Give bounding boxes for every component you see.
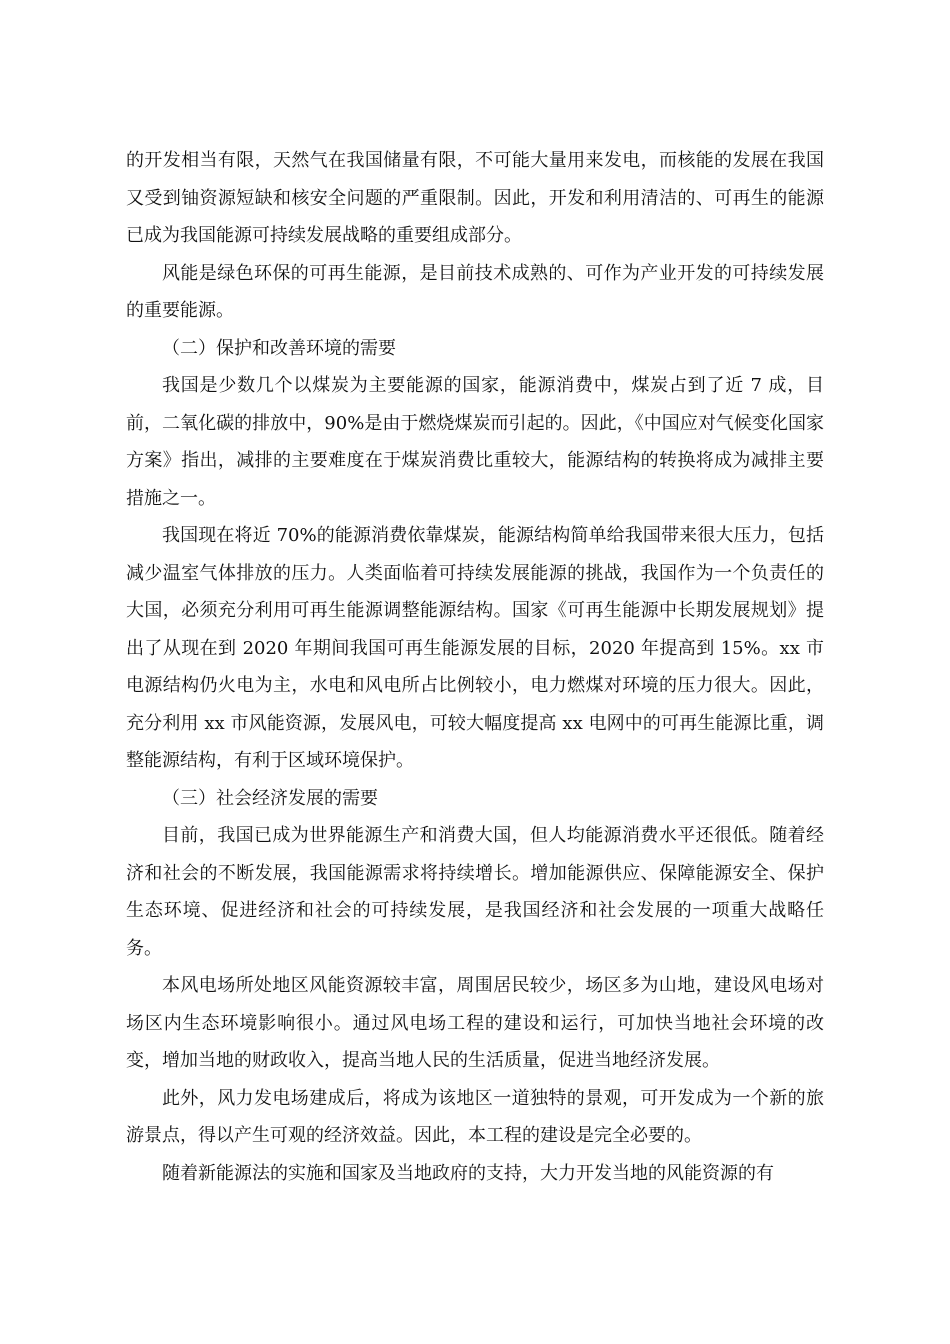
paragraph: 目前，我国已成为世界能源生产和消费大国，但人均能源消费水平还很低。随着经济和社会的不断发展，我国能源需求将持续增长。增加能源供应、保障能源安全、保护生态环境、促进经济和社会的可持续发展，是我国经济和社会发展的一项重大战略任务。	[126, 825, 824, 959]
paragraph: 我国现在将近 70%的能源消费依靠煤炭，能源结构简单给我国带来很大压力，包括减少温室气体排放的压力。人类面临着可持续发展能源的挑战，我国作为一个负责任的大国，必须充分利用可再生能源调整能源结构。国家《可再生能源中长期发展规划》提出了从现在到 2020 年期间我国可再生能源发展的目标，2020 年提高到 15%。xx 市电源结构仍火电为主，水电和风电所占比例较小，电力燃煤对环境的压力很大。因此，充分利用 xx 市风能资源，发展风电，可较大幅度提高 xx 电网中的可再生能源比重，调整能源结构，有利于区域环境保护。	[126, 525, 824, 771]
section-heading: （二）保护和改善环境的需要	[162, 337, 396, 359]
paragraph: 此外，风力发电场建成后，将成为该地区一道独特的景观，可开发成为一个新的旅游景点，得以产生可观的经济效益。因此，本工程的建设是完全必要的。	[126, 1087, 824, 1146]
paragraph: 我国是少数几个以煤炭为主要能源的国家，能源消费中，煤炭占到了近 7 成，目前，二氧化碳的排放中，90%是由于燃烧煤炭而引起的。因此，《中国应对气候变化国家方案》指出，减排的主要难度在于煤炭消费比重较大，能源结构的转换将成为减排主要措施之一。	[126, 375, 824, 509]
paragraph-continuation: 的开发相当有限，天然气在我国储量有限，不可能大量用来发电，而核能的发展在我国又受到铀资源短缺和核安全问题的严重限制。因此，开发和利用清洁的、可再生的能源已成为我国能源可持续发展战略的重要组成部分。	[126, 150, 824, 246]
document-body	[126, 142, 824, 1192]
paragraph: 风能是绿色环保的可再生能源，是目前技术成熟的、可作为产业开发的可持续发展的重要能源。	[126, 262, 824, 321]
paragraph: 本风电场所处地区风能资源较丰富，周围居民较少，场区多为山地，建设风电场对场区内生态环境影响很小。通过风电场工程的建设和运行，可加快当地社会环境的改变，增加当地的财政收入，提高当地人民的生活质量，促进当地经济发展。	[126, 975, 824, 1071]
paragraph-truncated: 随着新能源法的实施和国家及当地政府的支持，大力开发当地的风能资源的有	[162, 1162, 774, 1184]
section-heading: （三）社会经济发展的需要	[162, 787, 378, 809]
